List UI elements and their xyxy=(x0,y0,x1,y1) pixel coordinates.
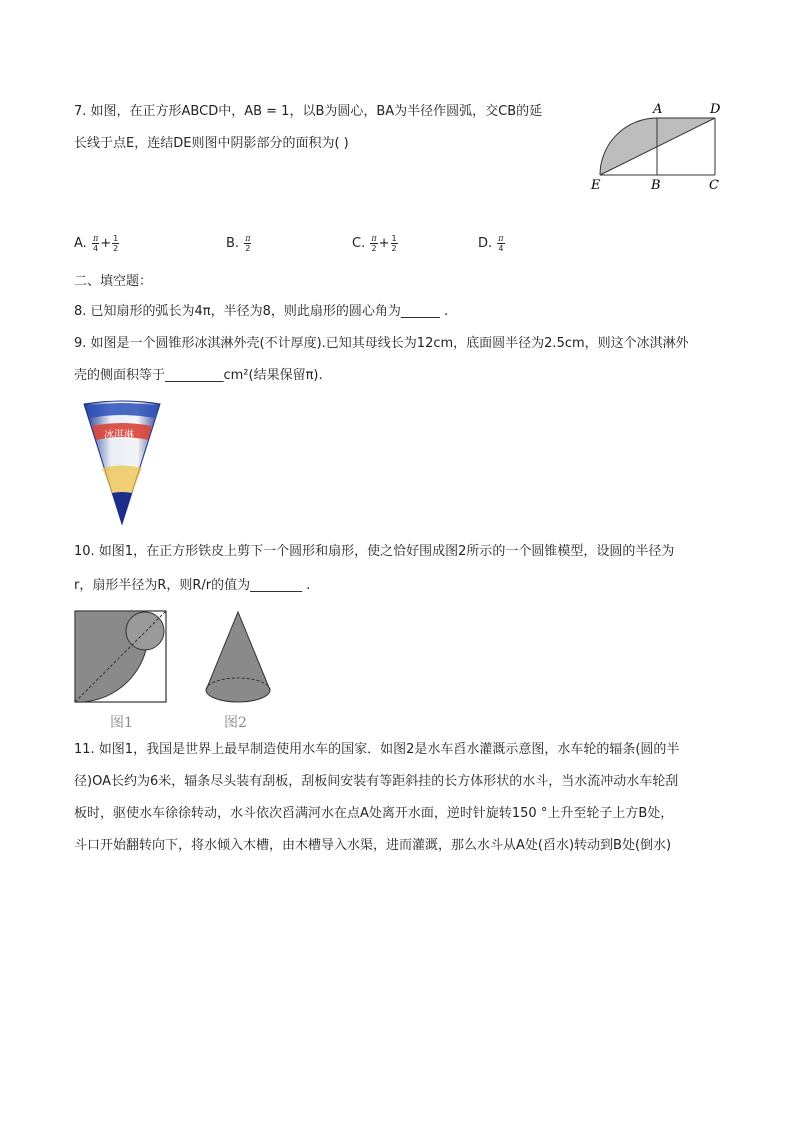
option-a-label: A. xyxy=(74,236,87,251)
q8-text: 8. 已知扇形的弧长为4π，半径为8，则此扇形的圆心角为______ . xyxy=(74,304,449,319)
q11-line1: 11. 如图1，我国是世界上最早制造使用水车的国家．如图2是水车舀水灌溉示意图，水车轮的辐条(圆的半 xyxy=(74,742,680,757)
option-c[interactable] xyxy=(352,234,399,254)
q9-line2: 壳的侧面积等于_________cm²(结果保留π). xyxy=(74,368,323,383)
q10-figure2 xyxy=(198,608,278,708)
fig-label-D: D xyxy=(710,102,721,117)
q10-figure1 xyxy=(74,610,168,704)
option-a[interactable] xyxy=(74,234,120,254)
option-d[interactable] xyxy=(478,234,506,254)
q11-line3: 板时，驱使水车徐徐转动，水斗依次舀满河水在点A处离开水面，逆时针旋转150 °上升至轮子上方B处， xyxy=(74,806,674,821)
icecream-cone-label: 冰淇淋 xyxy=(104,430,134,441)
option-b-math: $\frac{\pi}{2}$ xyxy=(245,234,251,253)
q7-line2: 长线于点E，连结DE则图中阴影部分的面积为( ) xyxy=(74,136,349,151)
q10-line1: 10. 如图1，在正方形铁皮上剪下一个圆形和扇形，使之恰好围成图2所示的一个圆锥模型，设圆的半径为 xyxy=(74,544,675,559)
q11-line2: 径)OA长约为6米，辐条尽头装有刮板，刮板间安装有等距斜挂的长方体形状的水斗，当水流冲动水车轮刮 xyxy=(74,774,679,789)
fig-label-E: E xyxy=(591,178,601,193)
fig2-caption: 图2 xyxy=(224,715,247,731)
option-c-math: $\frac{\pi}{2}$ + $\frac{1}{2}$ xyxy=(371,234,397,253)
fig1-caption: 图1 xyxy=(110,715,133,731)
section2-title: 二、填空题： xyxy=(74,274,153,289)
fig-label-B: B xyxy=(651,178,661,193)
option-d-math: $\frac{\pi}{4}$ xyxy=(498,234,504,253)
fig-label-C: C xyxy=(709,178,719,193)
option-c-label: C. xyxy=(352,236,366,251)
fig-label-A: A xyxy=(653,102,663,117)
q9-line1: 9. 如图是一个圆锥形冰淇淋外壳(不计厚度).已知其母线长为12cm，底面圆半径为2.5cm，则这个冰淇淋外 xyxy=(74,336,689,351)
option-d-label: D. xyxy=(478,236,493,251)
icecream-cone-image xyxy=(82,398,164,526)
q7-line1: 7. 如图，在正方形ABCD中，AB = 1，以B为圆心，BA为半径作圆弧，交CB的延 xyxy=(74,104,543,119)
option-b-label: B. xyxy=(226,236,240,251)
q10-line2: r，扇形半径为R，则R/r的值为________ . xyxy=(74,578,311,593)
q7-figure xyxy=(585,100,725,195)
option-a-math: $\frac{\pi}{4}$ + $\frac{1}{2}$ xyxy=(92,234,119,253)
q11-line4: 斗口开始翻转向下，将水倾入木槽，由木槽导入水渠，进而灌溉，那么水斗从A处(舀水)转动到B处(倒水) xyxy=(74,838,672,853)
option-b[interactable] xyxy=(226,234,252,254)
